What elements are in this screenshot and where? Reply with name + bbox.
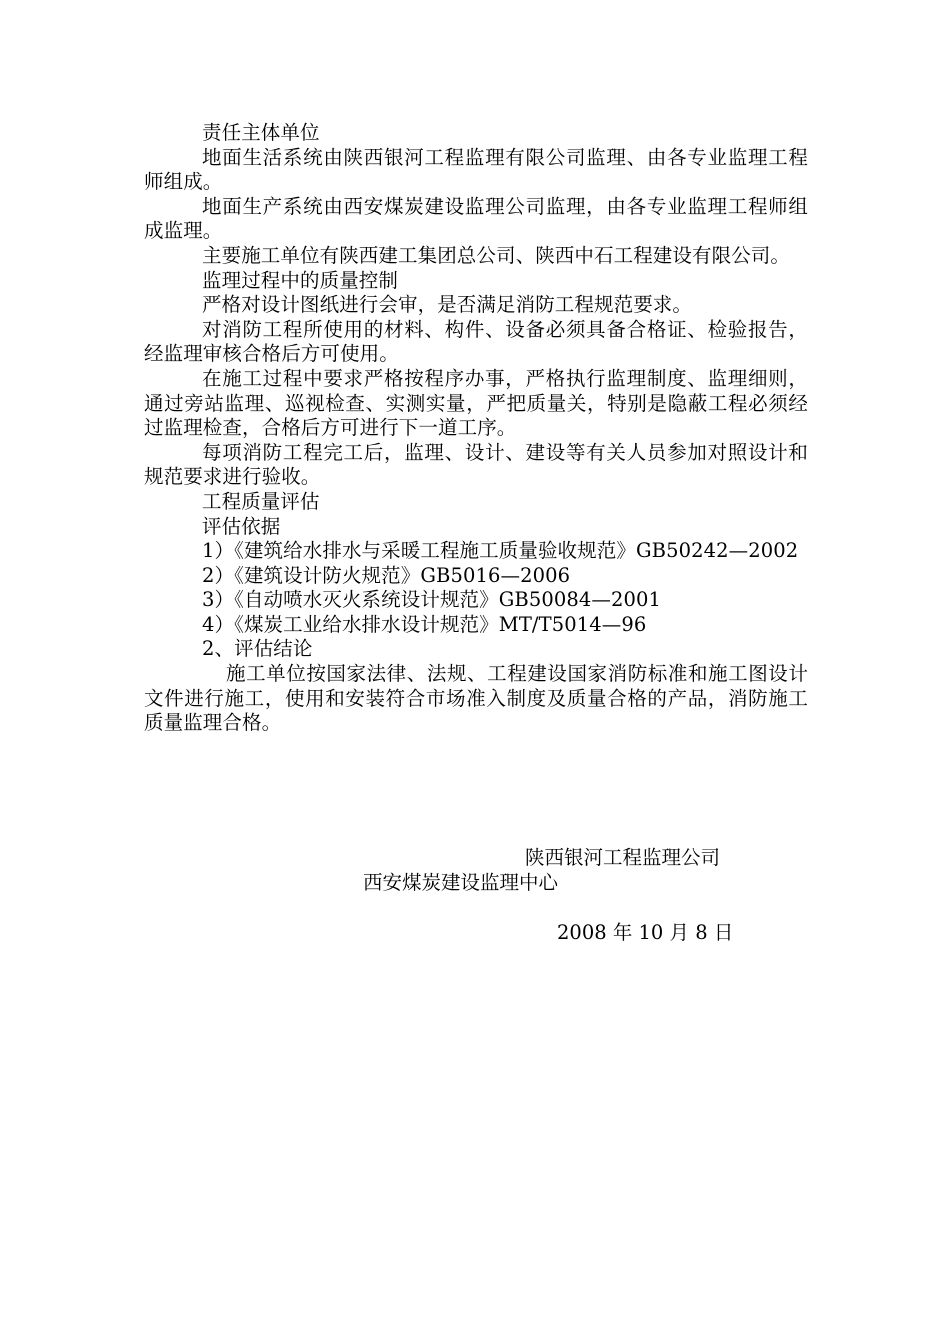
section-heading-quality-control: 监理过程中的质量控制: [202, 268, 399, 292]
section-heading-assessment-basis: 评估依据: [202, 514, 281, 538]
section-heading-quality-assessment: 工程质量评估: [202, 489, 320, 513]
paragraph-ground-production-system: 地面生产系统由西安煤炭建设监理公司监理，由各专业监理工程师组成监理。: [144, 194, 808, 243]
list-item-standard-1: 1）《建筑给水排水与采暖工程施工质量验收规范》GB50242—2002: [202, 539, 799, 563]
document-body: [144, 121, 808, 736]
signature-date: 2008 年 10 月 8 日: [557, 921, 734, 944]
paragraph-materials-certification: 对消防工程所使用的材料、构件、设备必须具备合格证、检验报告，经监理审核合格后方可使用。: [144, 317, 808, 366]
paragraph-main-contractors: 主要施工单位有陕西建工集团总公司、陕西中石工程建设有限公司。: [202, 243, 791, 267]
paragraph-ground-living-system: 地面生活系统由陕西银河工程监理有限公司监理、由各专业监理工程师组成。: [144, 145, 808, 194]
list-item-standard-3: 3）《自动喷水灭火系统设计规范》GB50084—2001: [202, 588, 662, 612]
section-heading-assessment-conclusion: 2、评估结论: [202, 637, 313, 661]
paragraph-drawing-review: 严格对设计图纸进行会审，是否满足消防工程规范要求。: [202, 293, 693, 317]
signature-company-1: 陕西银河工程监理公司: [525, 846, 721, 869]
paragraph-construction-procedure: 在施工过程中要求严格按程序办事，严格执行监理制度、监理细则，通过旁站监理、巡视检查、实测实量，严把质量关，特别是隐蔽工程必须经过监理检查，合格后方可进行下一道工序。: [144, 366, 808, 440]
signature-company-2: 西安煤炭建设监理中心: [363, 871, 559, 894]
section-heading-responsible-parties: 责任主体单位: [202, 121, 320, 144]
list-item-standard-4: 4）《煤炭工业给水排水设计规范》MT/T5014—96: [202, 612, 647, 636]
paragraph-conclusion: 施工单位按国家法律、法规、工程建设国家消防标准和施工图设计文件进行施工，使用和安装符合市场准入制度及质量合格的产品，消防施工质量监理合格。: [144, 662, 808, 735]
list-item-standard-2: 2）《建筑设计防火规范》GB5016—2006: [202, 563, 571, 587]
paragraph-acceptance: 每项消防工程完工后，监理、设计、建设等有关人员参加对照设计和规范要求进行验收。: [144, 440, 808, 489]
